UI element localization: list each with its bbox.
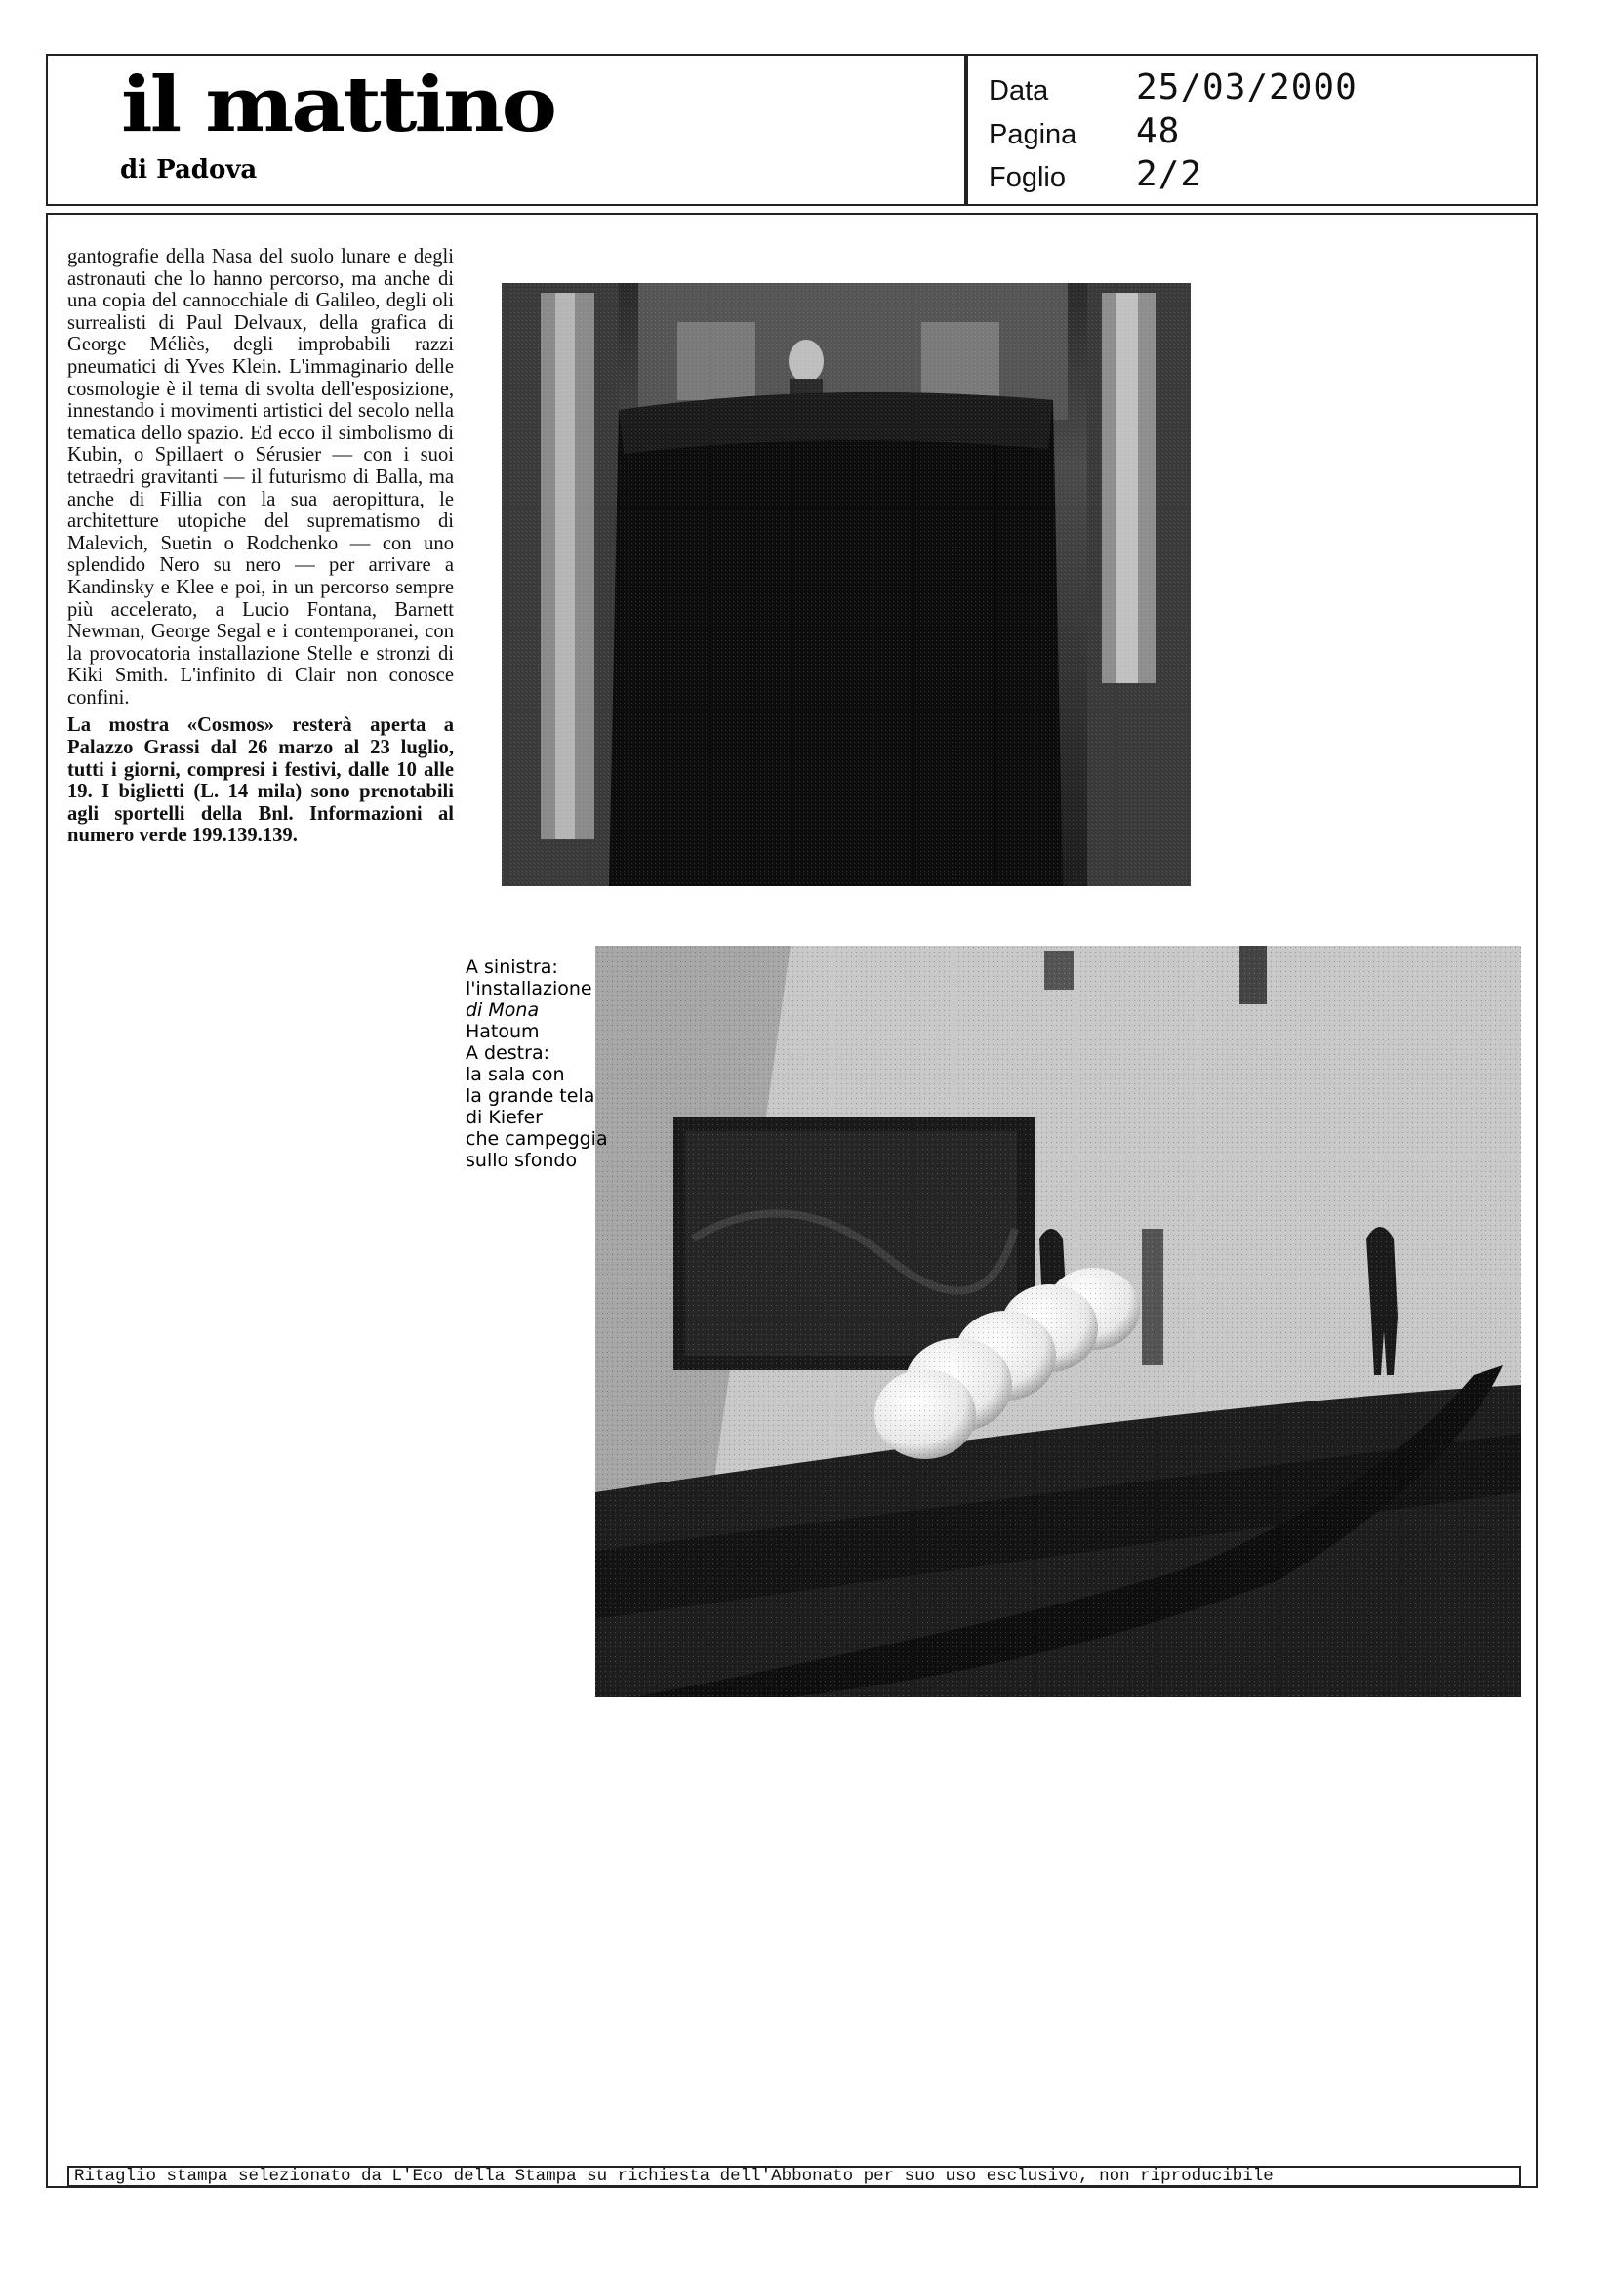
caption-line: di Mona: [466, 999, 540, 1021]
sheet-value: 2/2: [1136, 154, 1203, 194]
masthead-box: [46, 54, 966, 206]
newspaper-logo-subtitle: di Padova: [120, 155, 258, 184]
caption-line: di Kiefer: [466, 1107, 543, 1128]
caption-line: che campeggia: [466, 1128, 608, 1150]
caption-line: A destra:: [466, 1042, 549, 1064]
photo-kiefer-room: [595, 946, 1521, 1697]
caption-line: la sala con: [466, 1064, 565, 1085]
newspaper-logo: il mattino: [121, 60, 555, 149]
article-closing: La mostra «Cosmos» resterà aperta a Palazzo Grassi dal 26 marzo al 23 luglio, tutti i giorni, compresi i festivi, dalle 10 alle 19. I biglietti (L. 14 mila) sono prenotabili agli sportelli della Bnl. Informazioni al numero verde 199.139.139.: [67, 714, 454, 847]
date-label: Data: [989, 75, 1049, 106]
press-clipping-notice: Ritaglio stampa selezionato da L'Eco della Stampa su richiesta dell'Abbonato per suo uso esclusivo, non riproducibile: [67, 2166, 1521, 2187]
caption-line: sullo sfondo: [466, 1150, 578, 1171]
photo-hatoum-installation: [502, 283, 1191, 886]
meta-box: [966, 54, 1538, 206]
photo-kiefer-image: [595, 946, 1521, 1697]
article-paragraph: gantografie della Nasa del suolo lunare e degli astronauti che lo hanno percorso, ma anche di una copia del cannocchiale di Galileo, degli oli surrealisti di Paul Delvaux, della grafica di George Méliès, degli improbabili razzi pneumatici di Yves Klein. L'immaginario delle cosmologie è il tema di svolta dell'esposizione, innestando i movimenti artistici del secolo nella tematica dello spazio. Ed ecco il simbolismo di Kubin, o Spillaert o Sérusier — con i suoi tetraedri gravitanti — il futurismo di Balla, ma anche di Fillia con la sua aeropittura, le architetture utopiche del suprematismo di Malevich, Suetin o Rodchenko — con uno splendido Nero su nero — per arrivare a Kandinsky e Klee e poi, in un percorso sempre più accelerato, a Lucio Fontana, Barnett Newman, George Segal e i contemporanei, con la provocatoria installazione Stelle e stronzi di Kiki Smith. L'infinito di Clair non conosce confini.: [67, 246, 454, 709]
photo-caption: [466, 956, 612, 1171]
page-value: 48: [1136, 111, 1181, 151]
article-column: [67, 246, 454, 853]
date-value: 25/03/2000: [1136, 67, 1358, 107]
photo-hatoum-image: [502, 283, 1191, 886]
caption-line: A sinistra:: [466, 956, 558, 978]
sheet-label: Foglio: [989, 162, 1066, 193]
page-label: Pagina: [989, 119, 1077, 150]
content-box: [46, 213, 1538, 2188]
caption-line: Hatoum: [466, 1021, 540, 1042]
caption-line: l'installazione: [466, 978, 592, 999]
caption-line: la grande tela: [466, 1085, 595, 1107]
